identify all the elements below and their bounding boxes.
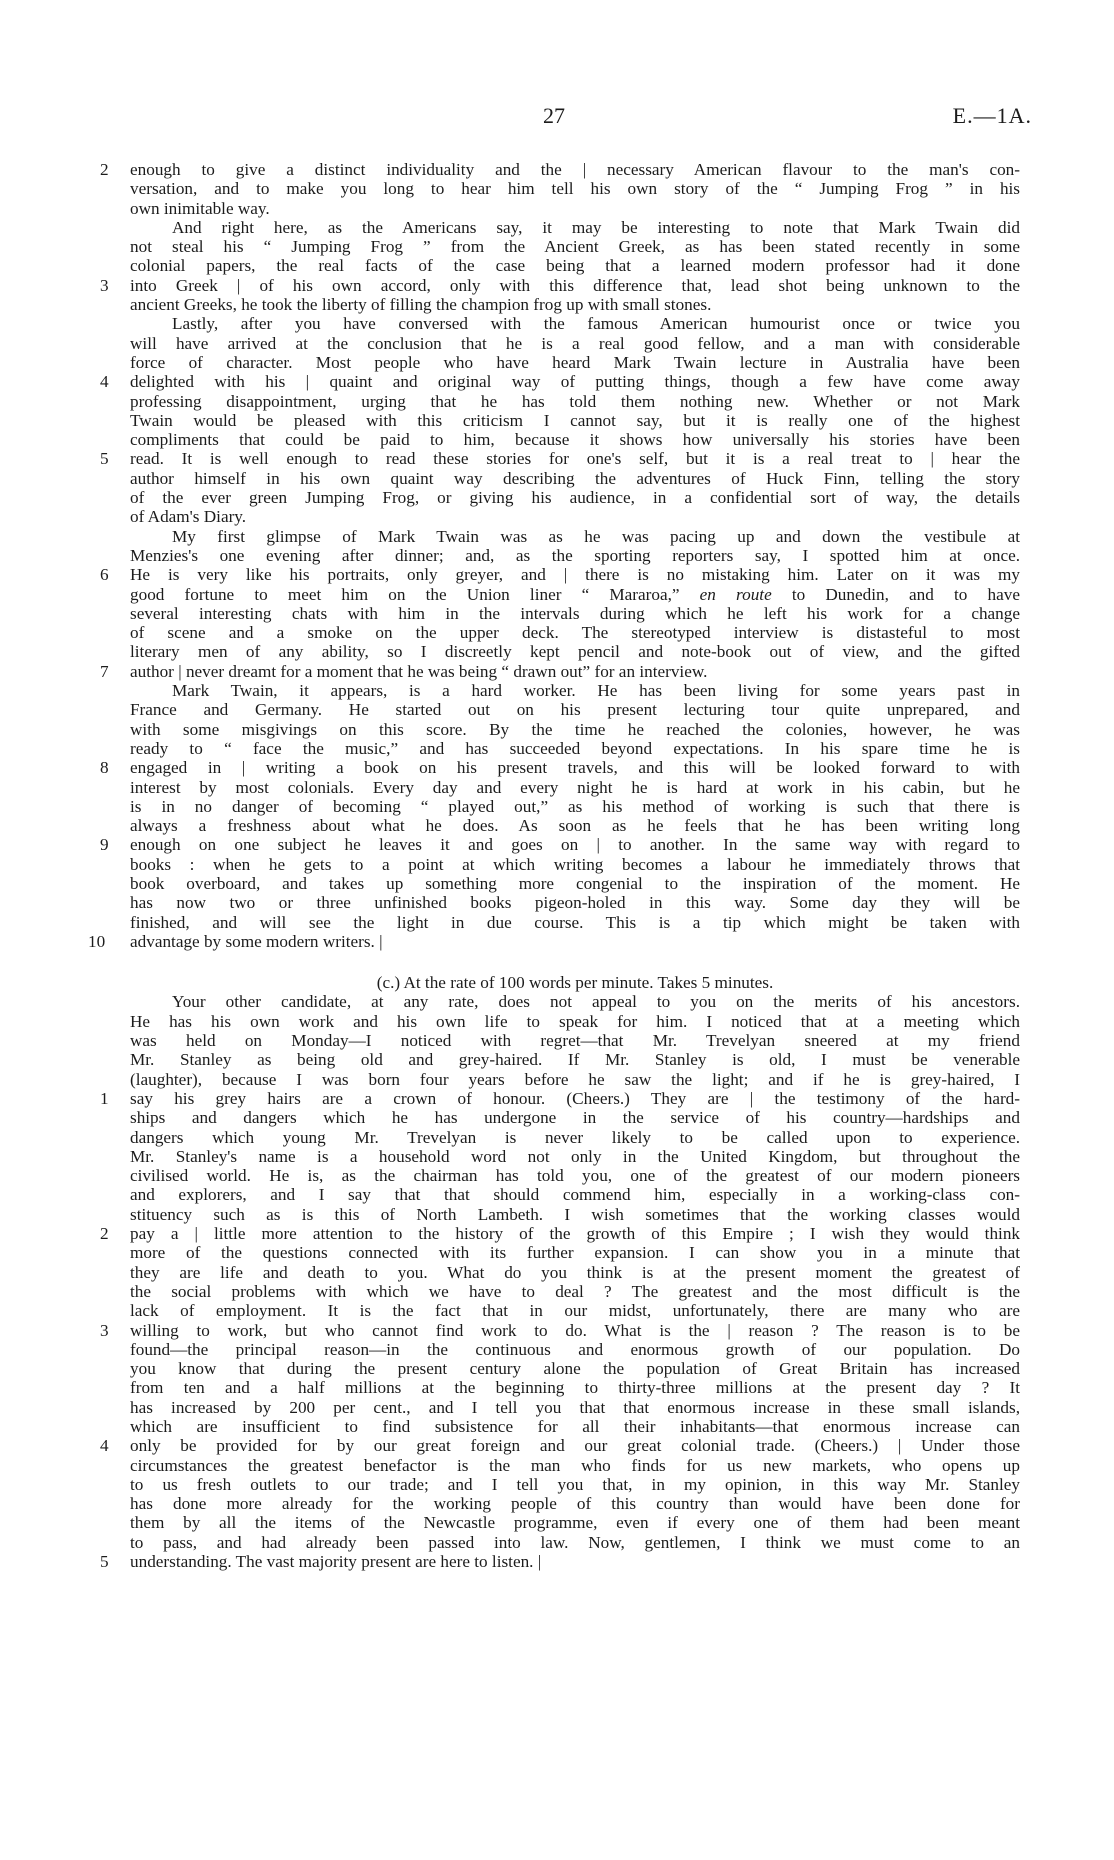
line-text: dangers which young Mr. Trevelyan is never likely to be called upon to experience. [130,1127,1020,1147]
line-text: (laughter), because I was born four years before he saw the light; and if he is grey-haired, I [130,1069,1020,1089]
text-line [130,585,1020,604]
line-text: has done more already for the working people of this country than would have been done for [130,1494,1020,1514]
page-header [0,103,1114,133]
line-text: willing to work, but who cannot find work to do. What is the | reason ? The reason is to be [130,1320,1020,1340]
text-line [100,449,1020,469]
text-line [130,855,1020,874]
section-heading: (c.) At the rate of 100 words per minute. Takes 5 minutes. [376,973,774,993]
text-line [130,199,1020,218]
text-line [130,1012,1020,1031]
text-line [130,1282,1020,1301]
text-line [130,913,1020,932]
text-line [130,1050,1020,1069]
line-text: the social problems with which we have to deal ? The greatest and the most difficult is the [130,1281,1020,1301]
text-line [130,1456,1020,1475]
text-line [130,1475,1020,1494]
text-line [100,160,1020,179]
line-text: them by all the items of the Newcastle programme, even if every one of them had been meant [130,1513,1020,1533]
line-text: several interesting chats with him in the intervals during which he left his work for a change [130,603,1020,623]
text-line [130,700,1020,719]
line-text: from ten and a half millions at the beginning to thirty-three millions at the present day ? It [130,1378,1020,1398]
text-line [130,1301,1020,1320]
text-line [130,527,1020,546]
text-line [130,604,1020,623]
line-text: books : when he gets to a point at which writing becomes a labour he immediately throws that [130,854,1020,874]
text-line [100,1224,1020,1244]
line-text: and explorers, and I say that that should commend him, especially in a working-class con- [130,1185,1020,1205]
line-text: found—the principal reason—in the continuous and enormous growth of our population. Do [130,1339,1020,1359]
text-line [130,507,1020,526]
italic-phrase: en route [699,584,772,604]
line-text: of Adam's Diary. [130,507,247,527]
line-text: My first glimpse of Mark Twain was as he was pacing up and down the vestibule at [172,526,1020,546]
line-text: Menzies's one evening after dinner; and, as the sporting reporters say, I spotted him at once. [130,545,1020,565]
text-line [130,1417,1020,1436]
line-text: book overboard, and takes up something more congenial to the inspiration of the moment. He [130,873,1020,893]
line-text-part: to Dunedin, and to have [771,584,1020,604]
text-line [130,1533,1020,1552]
document-body [88,160,1020,1572]
line-text: not steal his “ Jumping Frog ” from the Ancient Greek, as has been stated recently in some [130,237,1020,257]
line-text: Twain would be pleased with this criticism I cannot say, but it is really one of the highest [130,410,1020,430]
margin-marker: 4 [100,372,109,392]
text-line [130,1108,1020,1127]
line-text: stituency such as is this of North Lambeth. I wish sometimes that the working classes would [130,1204,1020,1224]
text-line [100,1436,1020,1456]
line-text: enough on one subject he leaves it and goes on | to another. In the same way with regard to [130,835,1020,855]
margin-marker: 3 [100,1320,109,1340]
line-text: has now two or three unfinished books pigeon-holed in this way. Some day they will be [130,893,1020,913]
text-line [130,973,1020,992]
text-line [130,334,1020,353]
text-line [130,1340,1020,1359]
line-text: Mr. Stanley as being old and grey-haired. If Mr. Stanley is old, I must be venerable [130,1050,1020,1070]
line-text: pay a | little more attention to the history of the growth of this Empire ; I wish they would think [130,1224,1020,1244]
text-line [130,469,1020,488]
text-line [130,392,1020,411]
line-text: interest by most colonials. Every day and every night he is hard at work in his cabin, but he [130,777,1020,797]
document-reference: E.—1A. [952,103,1032,128]
text-line [88,931,1020,951]
line-text: Mark Twain, it appears, is a hard worker. He has been living for some years past in [172,681,1020,701]
line-text [130,585,1020,604]
margin-marker: 2 [100,160,109,179]
text-line [100,835,1020,855]
line-text: delighted with his | quaint and original way of putting things, though a few have come away [130,372,1020,392]
line-text: professing disappointment, urging that he has told them nothing new. Whether or not Mark [130,391,1020,411]
line-text: they are life and death to you. What do you think is at the present moment the greatest of [130,1262,1020,1282]
text-line [130,353,1020,372]
text-line [100,1320,1020,1340]
line-text: is in no danger of becoming “ played out,” as his method of working is such that there is [130,796,1020,816]
line-text: He has his own work and his own life to speak for him. I noticed that at a meeting which [130,1011,1020,1031]
text-line [100,372,1020,392]
line-text: to pass, and had already been passed into law. Now, gentlemen, I think we must come to an [130,1532,1020,1552]
line-text: ships and dangers which he has undergone in the service of his country—hardships and [130,1108,1020,1128]
line-text: Your other candidate, at any rate, does not appeal to you on the merits of his ancestors. [172,992,1020,1012]
text-line [130,797,1020,816]
text-line [130,488,1020,507]
text-line [130,623,1020,642]
line-text: more of the questions connected with its further expansion. I can show you in a minute that [130,1243,1020,1263]
text-line [130,1185,1020,1204]
text-line [130,1166,1020,1185]
line-text: always a freshness about what he does. As soon as he feels that he has been writing long [130,816,1020,836]
line-text: lack of employment. It is the fact that in our midst, unfortunately, there are many who are [130,1301,1020,1321]
text-line [100,275,1020,295]
line-text: only be provided for by our great foreign and our great colonial trade. (Cheers.) | Under those [130,1436,1020,1456]
line-text: understanding. The vast majority present are here to listen. | [130,1552,542,1572]
text-line [130,411,1020,430]
text-line [130,874,1020,893]
line-text: has increased by 200 per cent., and I tell you that that enormous increase in these small islands, [130,1397,1020,1417]
margin-marker: 5 [100,1552,109,1572]
margin-marker: 3 [100,275,109,295]
line-text: civilised world. He is, as the chairman has told you, one of the greatest of our modern pioneers [130,1166,1020,1186]
line-text: Lastly, after you have conversed with the famous American humourist once or twice you [172,314,1020,334]
margin-marker: 10 [88,931,106,951]
line-text: advantage by some modern writers. | [130,931,383,951]
text-line [130,295,1020,314]
text-line [130,237,1020,256]
text-line [130,430,1020,449]
text-line [130,1513,1020,1532]
text-line [130,1494,1020,1513]
text-line [130,816,1020,835]
line-text: which are insufficient to find subsistence for all their inhabitants—that enormous increase can [130,1417,1020,1436]
text-line [100,661,1020,681]
line-text: force of character. Most people who have heard Mark Twain lecture in Australia have been [130,352,1020,372]
line-text: was held on Monday—I noticed with regret—that Mr. Trevelyan sneered at my friend [130,1031,1020,1051]
line-text: read. It is well enough to read these stories for one's self, but it is a real treat to | hear the [130,449,1020,469]
text-line [100,565,1020,585]
line-text: author himself in his own quaint way describing the adventures of Huck Finn, telling the story [130,468,1020,488]
text-line [130,992,1020,1011]
line-text: France and Germany. He started out on his present lecturing tour quite unprepared, and [130,700,1020,720]
line-text: own inimitable way. [130,198,270,218]
line-text: compliments that could be paid to him, because it shows how universally his stories have been [130,430,1020,450]
margin-marker: 5 [100,449,109,469]
line-text: will have arrived at the conclusion that he is a real good fellow, and a man with considerable [130,333,1020,353]
line-text-part: good fortune to meet him on the Union liner “ Mararoa,” [130,584,700,604]
line-text: He is very like his portraits, only greyer, and | there is no mistaking him. Later on it was my [130,565,1020,585]
line-text: say his grey hairs are a crown of honour. (Cheers.) They are | the testimony of the hard- [130,1088,1020,1108]
text-line [130,1070,1020,1089]
text-line [130,1263,1020,1282]
line-text: of the ever green Jumping Frog, or giving his audience, in a confidential sort of way, the details [130,488,1020,508]
line-text: engaged in | writing a book on his present travels, and this will be looked forward to with [130,758,1020,778]
line-text: into Greek | of his own accord, only with this difference that, lead shot being unknown to the [130,275,1020,295]
text-line [130,1243,1020,1262]
line-text: circumstances the greatest benefactor is the man who finds for us new markets, who opens up [130,1455,1020,1475]
line-text: ancient Greeks, he took the liberty of filling the champion frog up with small stones. [130,295,712,315]
line-text: you know that during the present century alone the population of Great Britain has increased [130,1359,1020,1379]
margin-marker: 6 [100,565,109,585]
margin-marker: 1 [100,1088,109,1108]
text-line [130,1147,1020,1166]
line-text: And right here, as the Americans say, it may be interesting to note that Mark Twain did [172,217,1020,237]
margin-marker: 8 [100,758,109,778]
text-line [130,893,1020,912]
line-text: of scene and a smoke on the upper deck. The stereotyped interview is distasteful to most [130,623,1020,643]
text-line [130,314,1020,333]
line-text: versation, and to make you long to hear him tell his own story of the “ Jumping Frog ” in his [130,179,1020,199]
text-line [100,758,1020,778]
line-text: finished, and will see the light in due course. This is a tip which might be taken with [130,912,1020,932]
margin-marker: 2 [100,1224,109,1244]
text-line [130,778,1020,797]
margin-marker: 4 [100,1436,109,1456]
text-line [100,1088,1020,1108]
line-text: to us fresh outlets to our trade; and I tell you that, in my opinion, in this way Mr. Stanley [130,1474,1020,1494]
text-line [130,179,1020,198]
text-line [130,1031,1020,1050]
line-text: author | never dreamt for a moment that he was being “ drawn out” for an interview. [130,661,708,681]
text-line [130,546,1020,565]
text-line [130,1378,1020,1397]
text-line [130,1359,1020,1378]
text-line [130,218,1020,237]
text-line [130,739,1020,758]
text-line [130,720,1020,739]
line-text: literary men of any ability, so I discreetly kept pencil and note-book out of view, and the gifted [130,642,1020,662]
line-text: Mr. Stanley's name is a household word not only in the United Kingdom, but throughout the [130,1146,1020,1166]
text-line [130,1398,1020,1417]
text-line [100,1552,1020,1572]
text-line [130,1205,1020,1224]
text-line [130,256,1020,275]
text-line [130,642,1020,661]
margin-marker: 7 [100,661,109,681]
line-text: with some misgivings on this score. By the time he reached the colonies, however, he was [130,719,1020,739]
line-text: ready to “ face the music,” and has succeeded beyond expectations. In his spare time he is [130,738,1020,758]
line-text: colonial papers, the real facts of the case being that a learned modern professor had it done [130,256,1020,276]
margin-marker: 9 [100,835,109,855]
page-number: 27 [543,103,565,128]
text-line [130,1128,1020,1147]
line-text: enough to give a distinct individuality and the | necessary American flavour to the man's con- [130,160,1020,179]
text-line [130,681,1020,700]
